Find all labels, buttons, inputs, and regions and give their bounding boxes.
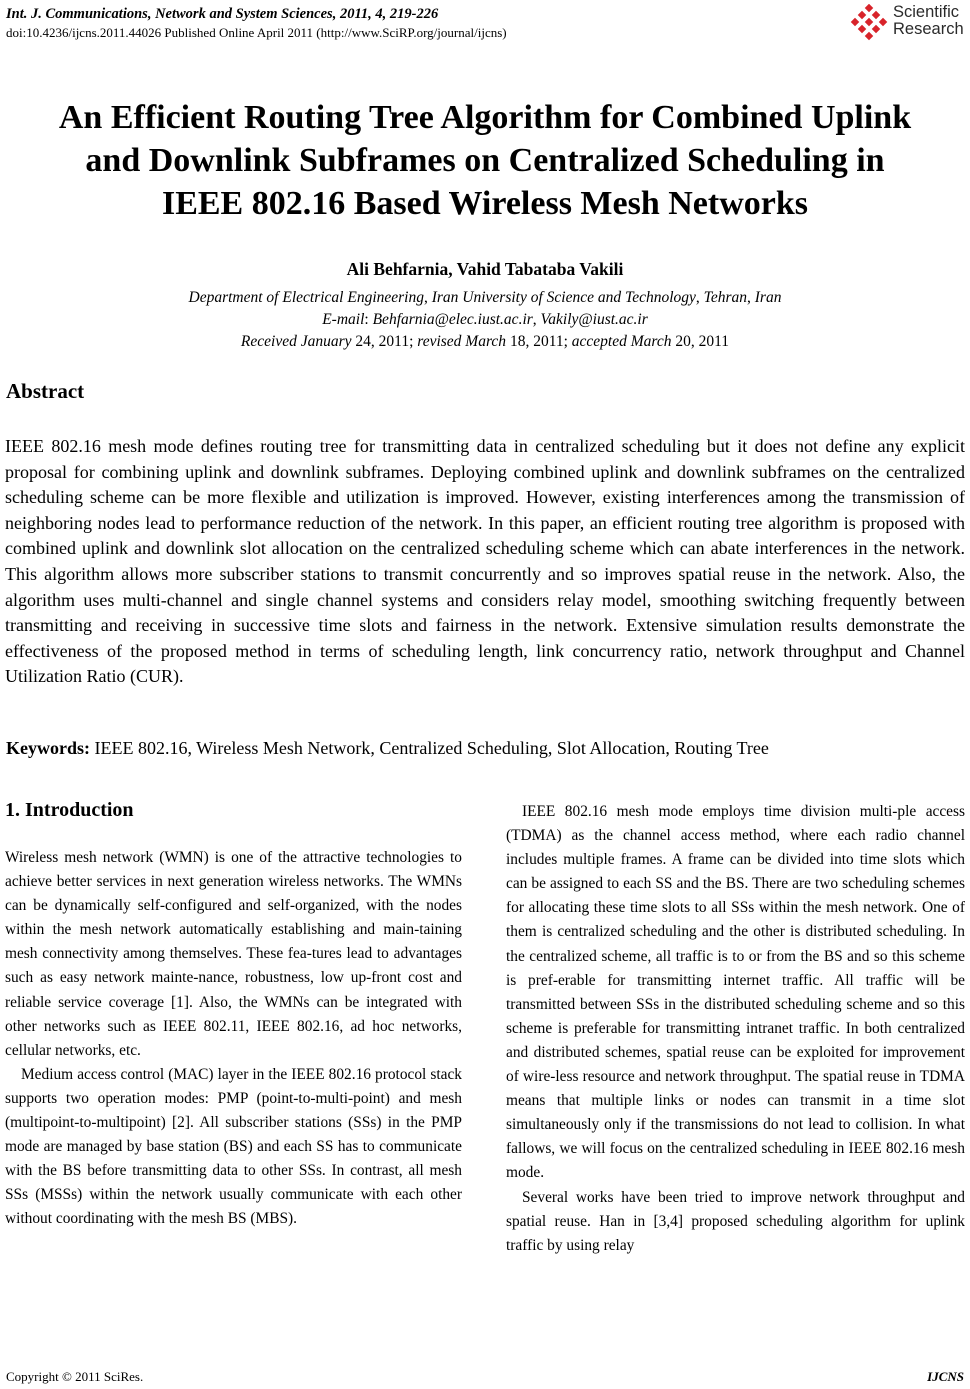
- footer-journal-abbr: IJCNS: [927, 1369, 964, 1384]
- keywords-list: IEEE 802.16, Wireless Mesh Network, Centralized Scheduling, Slot Allocation, Routing Tree: [90, 738, 769, 758]
- email-line: E-mail: Behfarnia@elec.iust.ac.ir, Vakily@iust.ac.ir: [322, 311, 648, 328]
- email-label: E-mail: [322, 311, 365, 328]
- abstract-text: IEEE 802.16 mesh mode defines routing tree for transmitting data in centralized scheduling but it does not define any explicit proposal for combining uplink and downlink subframes. Deploying combined uplink and downlink subframes on the centralized scheduling scheme can be more flexible and utilization is improved. However, existing interferences among the transmission of neighboring nodes lead to performance reduction of the network. In this paper, an efficient routing tree algorithm is proposed with combined uplink and downlink slot allocation on the centralized scheduling scheme which can abate interferences in the network. This algorithm allows more subscriber stations to transmit concurrently and so improves spatial reuse in the network. Also, the algorithm uses multi-channel and single channel systems and considers relay model, smoothing switching frequently between transmitting and receiving in successive time slots and fairness in the network. Extensive simulation results demonstrate the effectiveness of the proposed method in terms of scheduling length, link concurrency ratio, network throughput and Channel Utilization Ratio (CUR).: [5, 436, 965, 687]
- intro-paragraph-2: Medium access control (MAC) layer in the IEEE 802.16 protocol stack supports two operation modes: PMP (point-to-multi-point) and mesh (multipoint-to-multipoint) [2]. All subscriber stations (SSs) in the PMP mode are managed by base station (BS) and each SS has to communicate with the BS before transmitting data to other SSs. In contrast, all mesh SSs (MSSs) within the network usually communicate with each other without coordinating with the mesh BS (MBS).: [5, 1065, 462, 1228]
- journal-name: Int. J. Communications, Network and System Sciences: [6, 6, 333, 22]
- journal-header: [6, 5, 726, 42]
- email-address-2[interactable]: Vakily@iust.ac.ir: [540, 311, 648, 328]
- email-address-1[interactable]: Behfarnia@elec.iust.ac.ir: [372, 311, 533, 328]
- right-column: [506, 797, 965, 1258]
- authors: Ali Behfarnia, Vahid Tabataba Vakili: [346, 259, 624, 279]
- intro-paragraph-1: Wireless mesh network (WMN) is one of the attractive technologies to achieve better services in next generation wireless networks. The WMNs can be dynamically self-configured and self-organized, with the nodes within the mesh network automatically establishing and main-taining mesh connectivity among themselves. These fea-tures lead to advantages such as easy network mainte-nance, robustness, low up-front cost and reliable service coverage [1]. Also, the WMNs can be integrated with other networks such as IEEE 802.11, IEEE 802.16, ad hoc networks, cellular networks, etc.: [5, 849, 462, 1059]
- revised-date: 18, 2011;: [506, 333, 572, 350]
- left-column: [5, 797, 462, 1232]
- affiliation-city: Tehran: [703, 289, 748, 306]
- abstract-body: [5, 434, 965, 690]
- journal-citation: [6, 5, 726, 24]
- logo-text: [893, 4, 964, 38]
- logo-diamond-icon: [850, 4, 888, 42]
- affiliation-country: Iran: [754, 289, 782, 306]
- title-line-2: and Downlink Subframes on Centralized Scheduling in: [85, 142, 885, 179]
- journal-volume: , 2011, 4, 219-226: [332, 6, 439, 22]
- received-date: 24, 2011;: [351, 333, 418, 350]
- title-line-1: An Efficient Routing Tree Algorithm for Combined Uplink: [58, 99, 912, 136]
- section-heading-introduction: 1. Introduction: [5, 799, 134, 821]
- revised-label: revised March: [417, 333, 507, 350]
- keywords: [6, 738, 966, 759]
- dates-line: [0, 331, 970, 353]
- paper-title: [0, 96, 970, 225]
- affiliation-univ: Iran University of Science and Technology: [431, 289, 696, 306]
- keywords-label: Keywords:: [6, 738, 90, 758]
- abstract-heading: Abstract: [6, 379, 85, 403]
- affiliation-dept: Department of Electrical Engineering: [188, 289, 424, 306]
- affiliation-block: [0, 287, 970, 353]
- intro-paragraph-3: IEEE 802.16 mesh mode employs time division multi-ple access (TDMA) as the channel access method, where each radio channel includes multiple frames. A frame can be divided into time slots which can be assigned to each SS and the BS. There are two scheduling schemes for allocating these time slots to all SSs within the mesh network. One of them is centralized scheduling and the other is distributed scheduling. In the centralized scheme, all traffic is to or from the BS and so this scheme is pref-erable for transmitting internet traffic. All traffic will be transmitted between SSs in the distributed scheduling scheme and so this scheme is preferable for transmitting intranet traffic. In both centralized and distributed schemes, spatial reuse can be exploited for improvement of wire-less resource and network throughput. The spatial reuse in TDMA means that multiple links or nodes can transmit in a time slot simultaneously only if the transmissions do not lead to collision. In what fallows, we will focus on the centralized scheduling in IEEE 802.16 mesh mode.: [506, 803, 965, 1182]
- received-label: Received January: [240, 333, 352, 350]
- scientific-research-logo: [850, 2, 970, 44]
- title-line-3: IEEE 802.16 Based Wireless Mesh Networks: [161, 185, 809, 222]
- logo-line-2: Research: [893, 20, 964, 38]
- accepted-date: 20, 2011: [671, 333, 730, 350]
- doi-line: doi:10.4236/ijcns.2011.44026 Published Online April 2011 (http://www.SciRP.org/journal/ijcns): [6, 25, 507, 40]
- logo-line-1: Scientific: [893, 3, 960, 21]
- accepted-label: accepted March: [571, 333, 672, 350]
- intro-paragraph-4: Several works have been tried to improve network throughput and spatial reuse. Han in [3,4] proposed scheduling algorithm for uplink traffic by using relay: [506, 1188, 965, 1254]
- footer-copyright: Copyright © 2011 SciRes.: [6, 1369, 144, 1384]
- affiliation-line: Department of Electrical Engineering, Iran University of Science and Technology, Tehran, Iran: [188, 289, 782, 306]
